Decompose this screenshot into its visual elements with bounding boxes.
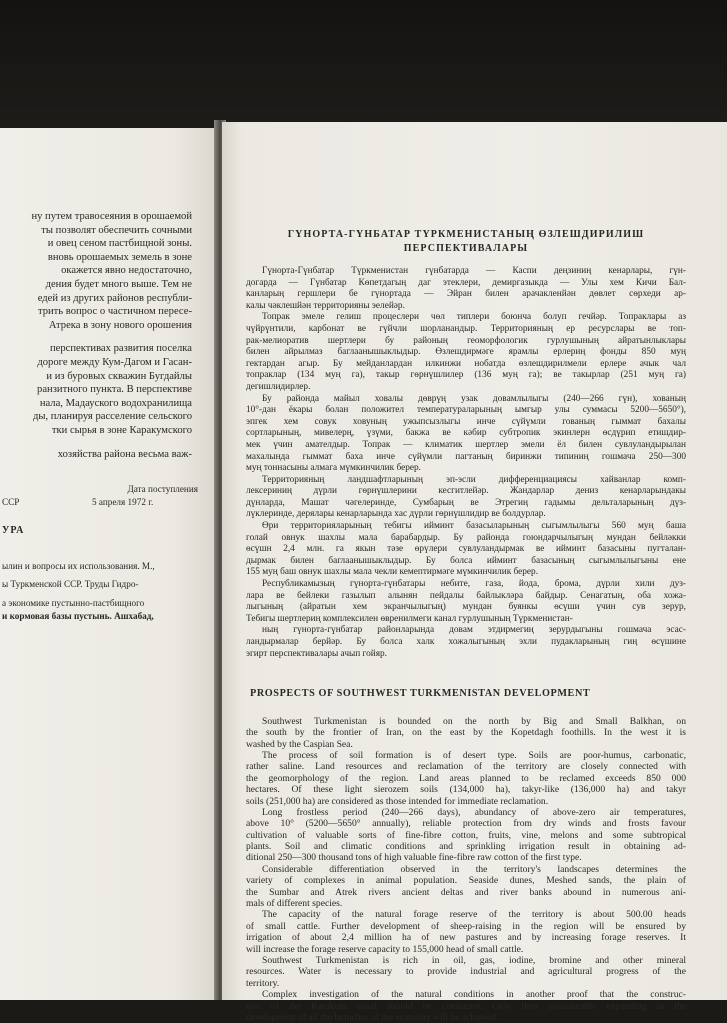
text-line: голай овнук шахлы мала барабардыр. Бу районда гоюндарчылыгың мундан бейләкки: [246, 532, 686, 543]
title-line: ПЕРСПЕКТИВАЛАРЫ: [403, 243, 529, 254]
text-line: гектардан агыр. Бу мейданлардан илкинжи нобатда өзлешдирилмели ерлере ачык чал: [246, 358, 686, 369]
text-line: Long frostless period (240—266 days), abundancy of above-zero air temperatures,: [262, 806, 686, 818]
turkmen-title: [246, 228, 686, 256]
text-line: и из буровых скважин Бугдайлы: [46, 370, 192, 382]
turkmen-summary: [246, 266, 686, 660]
text-line: дүнларда, Машат чәгелеринде, Сумбарың ве Этрегиң гадымы дельталарының дүз-: [246, 497, 686, 508]
text-line: трить вопрос о частичном пересе-: [37, 306, 192, 318]
text-line: cultivation of valuable sorts of fine-fibre cotton, fruits, vine, melons and some subtropical: [246, 829, 686, 841]
text-line: ну путем травосеяния в орошаемой: [31, 211, 192, 222]
text-line: ранзитного пункта. В перспективе: [37, 384, 192, 396]
text-line: development of all the branches of the economy will be achieved.: [246, 1011, 499, 1023]
reference-line: а экономике пустынно-пастбищного: [2, 598, 145, 609]
text-line: soils (251,000 ha) are considered as those intended for immediate reclamation.: [246, 795, 549, 807]
text-line: Considerable differentiation observed in the territory's landscapes determines the: [262, 863, 686, 875]
text-line: Территорияның ландшафтларының эп-эсли дифференциациясы хайванлар комп-: [262, 474, 686, 485]
received-org: ССР: [2, 496, 20, 507]
text-line: Гүнорта-Гүнбатар Түркменистан гүнбатарда — Каспи деңзиниң кенарлары, гүн-: [262, 266, 686, 276]
text-line: и овец сеном пастбищной зоны.: [47, 238, 192, 250]
reference-line: ы Туркменской ССР. Труды Гидро-: [2, 579, 139, 590]
text-line: канларың гершлери бе гүнортада — Эйран билен арачакленйән дөвлет сөрхеди ар-: [246, 289, 686, 300]
text-line: hectares. Of these light sierozem soils (134,000 ha), takyr-like (136,000 ha) and takyr: [246, 784, 686, 796]
text-line: эпгек хем совук ховуның ужыпсызлыгы инче сүйүмли гованың гыммат бахалы: [246, 416, 686, 427]
text-line: the Sumbar and Atrek rivers ancient deltas and river banks abound in numerous ani-: [246, 886, 686, 898]
text-line: ның гүнорта-гүнбатар районларында довам этдирмегиң зерурдыгыны гошмача эсас-: [262, 625, 686, 636]
title-line: ГҮНОРТА-ГҮНБАТАР ТҮРКМЕНИСТАНЫҢ ӨЗЛЕШДИРИЛИШ: [287, 229, 645, 240]
text-line: хозяйства района весьма важ-: [57, 448, 192, 460]
text-line: Southwest Turkmenistan is rich in oil, gas, iodine, bromine and other mineral: [262, 954, 686, 966]
dark-background: [0, 0, 727, 128]
text-line: the geomorphology of the region. Land areas planned to be reclamed exceeds 850 000: [246, 772, 686, 784]
text-line: Тебигы шертлериң комплексилен өвренилмеги канал гурлушының Түркменистан-: [246, 613, 573, 624]
text-line: ditional 250—300 thousand tons of high valuable fine-fibre raw cotton of the first type.: [246, 852, 582, 864]
text-line: мек үчин амателдыр. Топрак — климатик шертлер эмели ёл билен сувлуландырылан: [246, 439, 686, 450]
right-page: [222, 122, 727, 1023]
received-date: 5 апреля 1972 г.: [92, 496, 154, 507]
text-line: эгирт перспективалары ачып гойяр.: [246, 648, 387, 659]
text-line: ды, планируя расселение сельского: [32, 411, 192, 423]
text-line: лыгының (айратын хем экранчылыгың) мундан буянкы өсүши үчин сув зерур,: [246, 602, 686, 613]
text-line: Southwest Turkmenistan is bounded on the north by Big and Small Balkhan, on: [262, 715, 686, 727]
text-line: ландырмалар берйәр. Бу болса халк хожалыгының эхли пудакларының гиң өсүшине: [246, 637, 686, 647]
text-line: тки сырья в зоне Каракумского: [51, 424, 192, 436]
text-line: the south by the frontier of Iran, on the east by the Kopetdagh foothills. In the west it is: [246, 727, 686, 739]
text-line: variety of complexes in animal population. Seaside dunes, Meshed sands, the plain of: [246, 875, 686, 887]
text-line: washed by the Caspian Sea.: [246, 738, 353, 750]
english-title: PROSPECTS OF SOUTHWEST TURKMENISTAN DEVELOPMENT: [250, 688, 591, 700]
text-line: Республикамызың гүнорта-гүнбатары небите, газа, йода, брома, дүрли хили дуз-: [262, 579, 686, 590]
text-line: territory.: [246, 977, 280, 989]
text-line: Топрак эмеле гелиш процеслери чөл типлери боюнча болуп гечйәр. Топраклары аз: [262, 312, 686, 323]
text-line: 155 муң баш овнук шахлы мала чекли кемептирмәге мүмкинчилик берер.: [246, 567, 539, 578]
text-line: билен айрылмаз баглаанышыклыдыр. Өзлешдирмәге ярамлы ерлериң фонды 850 муң: [246, 347, 686, 358]
text-line: resources. Water is necessary to provide industrial and agricultural progress of the: [246, 966, 686, 978]
text-line: Атрека в зону нового орошения: [48, 319, 192, 331]
text-line: mals of different species.: [246, 898, 343, 910]
text-line: лексериниң дүрли гөрнүшлерини кесгитлейәр. Жандарлар дениз кенарларындакы: [246, 486, 686, 497]
text-line: above 10° (5200—5650° annually), reliable protection from dry winds and frosts favour: [246, 818, 686, 830]
text-line: rather saline. Land resources and reclamation of the territory are closely connected with: [246, 761, 686, 773]
text-line: 10°-дан ёкары болан положител температураларының ымгыр улы суммасы 5200—5650°),: [246, 405, 686, 416]
text-line: вновь орошаемых земель в зоне: [47, 251, 192, 263]
text-line: ты позволят обеспечить сочными: [41, 224, 192, 236]
received-line: [0, 496, 218, 509]
text-line: перспективах развития поселка: [50, 343, 192, 355]
text-line: едей из других районов республи-: [37, 292, 192, 304]
reference-line: ылин и вопросы их использования. М.,: [2, 560, 155, 571]
text-line: дороге между Кум-Дагом и Гасан-: [37, 356, 192, 368]
text-line: лара ве бейлеки газылып алынян пейдалы байлыкләра байдыр. Сенагатың, оба хожа-: [246, 590, 686, 601]
text-line: The process of soil formation is of desert type. Soils are poor-humus, carbonatic,: [262, 749, 686, 761]
right-page-text: [246, 228, 686, 1023]
text-line: дырмак билен баглаанышыклыдыр. Бу болса ийминт базасының сыгымлылыгыны ене: [246, 555, 686, 566]
reference-line: и кормовая базы пустынь. Ашхабад,: [2, 610, 154, 621]
text-line: рак-мелиоратив шертлери бу районың геоморфологик гурлушының айратынлыклары: [246, 335, 686, 346]
text-line: чүйрүнтили, карбонат ве гүйчли шорланандыр. Территорияның ер ресурслары ве топ-: [246, 323, 686, 334]
section-heading: УРА: [2, 525, 25, 537]
text-line: топраклар (134 муң га), такыр гөрнүшлилер (136 муң га); ве такырлар (251 муң га): [246, 370, 686, 381]
text-line: окажется явно недостаточно,: [61, 265, 192, 277]
left-page-text: [0, 210, 218, 622]
text-line: plants. Soil and climatic conditions and sprinkling irrigation result in obtaining ad-: [246, 841, 686, 853]
text-line: will increase the forage reserve capacity to 155,000 head of small cattle.: [246, 943, 524, 955]
text-line: сортларының, мивелерң, үзүми, бакжа ве кәбир субтропик экинлерн өсдүрип етишдир-: [246, 428, 686, 439]
text-line: нала, Мадауского водохранилища: [39, 397, 192, 409]
text-line: дения будет много выше. Тем не: [45, 278, 192, 290]
text-line: Бу районда майыл ховалы дөврүң узак довамлылыгы (240—266 гүн), хованың: [262, 393, 686, 404]
left-page: [0, 128, 218, 1000]
text-line: The capacity of the natural forage reserve of the territory is about 500.00 heads: [262, 909, 686, 921]
text-line: Өри территорияларының тебигы ийминт базасыларының сыгымлылыгы 560 муң баша: [262, 521, 686, 532]
text-line: өсүшн 2,4 млн. га якын тәзе өрүлери сувлуландырмак ве ийминт базасыны пугталан-: [246, 544, 686, 555]
text-line: tion of the Karakum canal should be continued. Only then considerable expanding in the: [246, 1000, 686, 1012]
text-line: лүклеринде, дерялары кенарларында хас дүрли гөрнүшлидир ве болдурлар.: [246, 509, 546, 520]
text-line: муң тоннасыны алмага мүмкинчилик берер.: [246, 463, 421, 474]
text-line: дегишлидирлер.: [246, 381, 311, 392]
text-line: калы чәклешйән территорияны эелейәр.: [246, 300, 405, 311]
text-line: Complex investigation of the natural conditions in another proof that the construc-: [262, 989, 686, 1001]
text-line: of small cattle. Further development of sheep-raising in the region will be ensured by: [246, 920, 686, 932]
text-line: догарда — Гүнбатар Көпетдагың даг этеклери, демиргазыкда — Улы хем Кичи Бал-: [246, 277, 686, 288]
english-summary: [246, 716, 686, 1023]
received-label: Дата поступления: [127, 484, 198, 495]
text-line: махалында гыммат баха инче сүйүмли пагтаның биринжи типиниң гошмача 250—300: [246, 451, 686, 462]
text-line: irrigation of about 2,4 million ha of new pastures and by increasing forage reserves. It: [246, 932, 686, 944]
